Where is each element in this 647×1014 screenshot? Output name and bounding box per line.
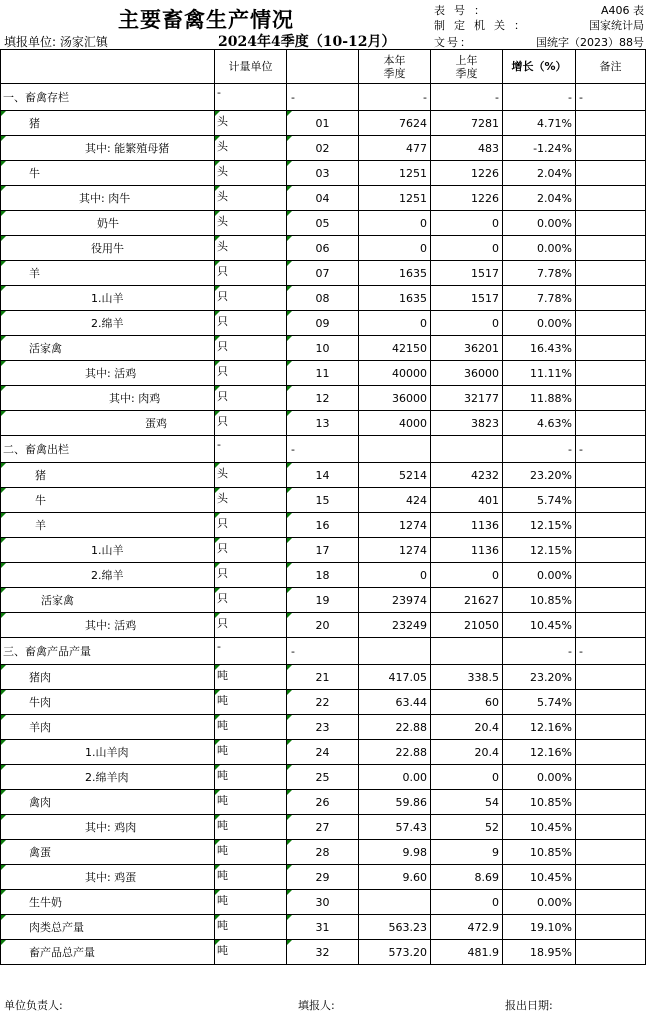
row-previous: 54 [431,790,503,815]
row-code: 32 [287,940,359,965]
row-code: 13 [287,411,359,436]
row-current: 0 [359,236,431,261]
row-name: 生牛奶 [1,890,215,915]
row-growth: 5.74% [503,488,576,513]
row-name: 二、畜禽出栏 [1,436,215,463]
row-name: 蛋鸡 [1,411,215,436]
row-name: 羊 [1,513,215,538]
row-previous: 0 [431,311,503,336]
row-previous: 481.9 [431,940,503,965]
row-growth: - [503,638,576,665]
row-unit: 吨 [215,715,287,740]
row-name: 1.山羊肉 [1,740,215,765]
row-current: 1274 [359,513,431,538]
row-unit: 吨 [215,865,287,890]
col-header-current: 本年 季度 [359,50,431,84]
row-unit: 吨 [215,940,287,965]
row-current: 0.00 [359,765,431,790]
row-current: 22.88 [359,740,431,765]
row-current: 1251 [359,161,431,186]
row-growth: 4.63% [503,411,576,436]
row-note [576,890,646,915]
meta-issuing-authority: 制定机关： 国家统计局 [434,19,644,32]
table-row [1,361,646,386]
row-note [576,865,646,890]
row-note [576,915,646,940]
row-note [576,411,646,436]
row-code: 21 [287,665,359,690]
table-row [1,286,646,311]
row-previous: 0 [431,236,503,261]
table-row [1,815,646,840]
row-current: 42150 [359,336,431,361]
row-previous: 20.4 [431,740,503,765]
row-previous: 7281 [431,111,503,136]
row-current: - [359,84,431,111]
row-growth: 0.00% [503,211,576,236]
row-unit: 只 [215,311,287,336]
table-row [1,386,646,411]
table-row [1,740,646,765]
row-growth: 0.00% [503,765,576,790]
row-code: 17 [287,538,359,563]
row-name: 2.绵羊肉 [1,765,215,790]
row-growth: 23.20% [503,665,576,690]
row-unit: - [215,84,287,111]
row-name: 牛 [1,161,215,186]
row-unit: 头 [215,136,287,161]
row-previous: 0 [431,765,503,790]
row-growth: 7.78% [503,286,576,311]
row-growth: 0.00% [503,890,576,915]
row-current: 1635 [359,261,431,286]
table-row [1,715,646,740]
row-note [576,111,646,136]
table-header-row [1,50,646,84]
row-unit: 头 [215,186,287,211]
row-code: - [287,436,359,463]
row-name: 牛肉 [1,690,215,715]
row-current: 36000 [359,386,431,411]
row-current [359,890,431,915]
row-current: 424 [359,488,431,513]
table-row [1,236,646,261]
row-code: 20 [287,613,359,638]
row-unit: 头 [215,236,287,261]
row-unit: - [215,436,287,463]
row-unit: 头 [215,161,287,186]
row-note [576,790,646,815]
row-unit: 只 [215,588,287,613]
row-growth: 10.45% [503,865,576,890]
row-previous: 21050 [431,613,503,638]
row-name: 2.绵羊 [1,563,215,588]
row-unit: 只 [215,386,287,411]
row-code: 27 [287,815,359,840]
row-previous: 0 [431,211,503,236]
table-row [1,563,646,588]
meta-document-number: 文号： 国统字（2023）88号 [434,36,644,49]
row-note [576,940,646,965]
row-note [576,538,646,563]
row-current: 477 [359,136,431,161]
row-note [576,740,646,765]
row-name: 2.绵羊 [1,311,215,336]
row-growth: 10.85% [503,840,576,865]
row-growth: 10.85% [503,588,576,613]
row-note [576,715,646,740]
row-code: 11 [287,361,359,386]
row-code: 04 [287,186,359,211]
row-unit: 只 [215,538,287,563]
row-code: 12 [287,386,359,411]
row-growth: 12.16% [503,715,576,740]
row-previous: 8.69 [431,865,503,890]
row-unit: 头 [215,463,287,488]
row-current: 63.44 [359,690,431,715]
table-row [1,186,646,211]
row-note [576,136,646,161]
livestock-table [0,49,646,965]
footer-date: 报出日期: [505,999,553,1012]
table-row [1,136,646,161]
row-name: 其中: 活鸡 [1,613,215,638]
row-unit: 头 [215,211,287,236]
row-name: 奶牛 [1,211,215,236]
row-previous: 1517 [431,261,503,286]
row-code: 31 [287,915,359,940]
row-unit: 吨 [215,790,287,815]
row-current: 573.20 [359,940,431,965]
table-row [1,690,646,715]
row-code: 18 [287,563,359,588]
row-name: 其中: 能繁殖母猪 [1,136,215,161]
table-row [1,463,646,488]
row-code: 22 [287,690,359,715]
row-unit: - [215,638,287,665]
meta-form-number: 表号： A406 表 [434,4,644,17]
row-note [576,361,646,386]
row-unit: 只 [215,563,287,588]
row-code: 25 [287,765,359,790]
table-body [1,84,646,965]
table-row [1,765,646,790]
table-row [1,161,646,186]
col-header-note: 备注 [576,50,646,84]
row-current: 0 [359,211,431,236]
table-row [1,513,646,538]
row-note: - [576,436,646,463]
table-row [1,613,646,638]
row-unit: 吨 [215,665,287,690]
row-name: 羊肉 [1,715,215,740]
row-current: 59.86 [359,790,431,815]
row-unit: 只 [215,336,287,361]
table-row [1,538,646,563]
row-name: 畜产品总产量 [1,940,215,965]
row-code: 01 [287,111,359,136]
row-code: 28 [287,840,359,865]
row-growth: 0.00% [503,236,576,261]
row-note: - [576,638,646,665]
row-note [576,588,646,613]
row-current: 9.98 [359,840,431,865]
row-note [576,311,646,336]
row-code: 24 [287,740,359,765]
row-note [576,236,646,261]
table-row [1,311,646,336]
row-growth: 12.15% [503,513,576,538]
row-growth: 4.71% [503,111,576,136]
row-previous: 1226 [431,186,503,211]
row-growth: - [503,84,576,111]
reporting-unit: 填报单位: 汤家汇镇 [4,35,108,49]
row-current: 23974 [359,588,431,613]
row-previous: 36201 [431,336,503,361]
row-previous: 3823 [431,411,503,436]
row-code: 14 [287,463,359,488]
row-name: 其中: 肉牛 [1,186,215,211]
row-current: 417.05 [359,665,431,690]
table-row [1,488,646,513]
row-previous: 32177 [431,386,503,411]
row-unit: 吨 [215,815,287,840]
row-note [576,161,646,186]
row-growth: 0.00% [503,311,576,336]
row-growth: -1.24% [503,136,576,161]
row-previous: 338.5 [431,665,503,690]
row-note [576,211,646,236]
table-row [1,411,646,436]
row-growth: 12.15% [503,538,576,563]
row-note [576,463,646,488]
row-name: 猪肉 [1,665,215,690]
table-row [1,111,646,136]
col-header-code [287,50,359,84]
row-current: 4000 [359,411,431,436]
row-previous: 20.4 [431,715,503,740]
row-code: 26 [287,790,359,815]
row-note [576,815,646,840]
row-code: 02 [287,136,359,161]
row-note [576,563,646,588]
row-name: 活家禽 [1,336,215,361]
row-growth: 19.10% [503,915,576,940]
footer-filler: 填报人: [298,999,335,1012]
row-unit: 只 [215,411,287,436]
row-current: 5214 [359,463,431,488]
row-growth: 5.74% [503,690,576,715]
row-name: 肉类总产量 [1,915,215,940]
row-growth: 10.45% [503,613,576,638]
row-name: 禽肉 [1,790,215,815]
row-note [576,488,646,513]
row-name: 羊 [1,261,215,286]
row-previous: 472.9 [431,915,503,940]
row-unit: 只 [215,513,287,538]
row-code: 23 [287,715,359,740]
row-note [576,840,646,865]
footer-unit-head: 单位负责人: [4,999,63,1012]
report-period: 2024年4季度（10-12月） [218,34,396,50]
row-unit: 只 [215,261,287,286]
row-code: 10 [287,336,359,361]
table-row [1,638,646,665]
row-previous: 1226 [431,161,503,186]
row-growth: 11.11% [503,361,576,386]
row-note: - [576,84,646,111]
row-current: 23249 [359,613,431,638]
row-name: 1.山羊 [1,286,215,311]
row-name: 猪 [1,463,215,488]
row-note [576,513,646,538]
row-growth: 12.16% [503,740,576,765]
row-unit: 头 [215,111,287,136]
row-current [359,436,431,463]
row-name: 其中: 鸡肉 [1,815,215,840]
row-growth: - [503,436,576,463]
table-row [1,890,646,915]
row-growth: 0.00% [503,563,576,588]
row-code: 15 [287,488,359,513]
row-unit: 头 [215,488,287,513]
row-unit: 吨 [215,840,287,865]
row-current: 1274 [359,538,431,563]
row-note [576,613,646,638]
row-name: 一、畜禽存栏 [1,84,215,111]
row-name: 其中: 鸡蛋 [1,865,215,890]
table-row [1,436,646,463]
col-header-unit: 计量单位 [215,50,287,84]
row-code: 05 [287,211,359,236]
row-current: 0 [359,563,431,588]
table-row [1,336,646,361]
row-unit: 只 [215,286,287,311]
row-growth: 10.45% [503,815,576,840]
row-current: 40000 [359,361,431,386]
col-header-name [1,50,215,84]
row-name: 牛 [1,488,215,513]
row-note [576,186,646,211]
row-name: 禽蛋 [1,840,215,865]
row-growth: 7.78% [503,261,576,286]
row-unit: 吨 [215,690,287,715]
row-current: 9.60 [359,865,431,890]
row-previous [431,638,503,665]
row-code: - [287,84,359,111]
row-code: 06 [287,236,359,261]
table-row [1,665,646,690]
row-current: 1251 [359,186,431,211]
row-current: 0 [359,311,431,336]
row-previous: 483 [431,136,503,161]
row-previous: 0 [431,890,503,915]
row-code: 19 [287,588,359,613]
row-code: 03 [287,161,359,186]
row-note [576,765,646,790]
row-code: 29 [287,865,359,890]
row-name: 其中: 活鸡 [1,361,215,386]
row-note [576,286,646,311]
row-code: 16 [287,513,359,538]
row-growth: 18.95% [503,940,576,965]
row-name: 猪 [1,111,215,136]
row-code: 07 [287,261,359,286]
row-code: - [287,638,359,665]
col-header-previous: 上年 季度 [431,50,503,84]
table-row [1,790,646,815]
row-current [359,638,431,665]
row-code: 09 [287,311,359,336]
table-row [1,940,646,965]
row-current: 22.88 [359,715,431,740]
row-previous: 21627 [431,588,503,613]
row-current: 57.43 [359,815,431,840]
row-unit: 吨 [215,740,287,765]
row-name: 三、畜禽产品产量 [1,638,215,665]
row-unit: 吨 [215,915,287,940]
row-previous: 60 [431,690,503,715]
row-name: 活家禽 [1,588,215,613]
row-code: 30 [287,890,359,915]
row-growth: 2.04% [503,161,576,186]
row-previous: 0 [431,563,503,588]
row-unit: 只 [215,361,287,386]
table-row [1,915,646,940]
table-row [1,211,646,236]
row-unit: 只 [215,613,287,638]
row-previous: 1517 [431,286,503,311]
table-row [1,840,646,865]
row-previous: 1136 [431,513,503,538]
row-name: 1.山羊 [1,538,215,563]
row-previous: 4232 [431,463,503,488]
col-header-growth: 增长（%） [503,50,576,84]
table-row [1,865,646,890]
row-growth: 23.20% [503,463,576,488]
row-current: 563.23 [359,915,431,940]
row-previous: - [431,84,503,111]
row-previous [431,436,503,463]
row-note [576,386,646,411]
row-growth: 10.85% [503,790,576,815]
row-growth: 16.43% [503,336,576,361]
row-note [576,690,646,715]
row-note [576,336,646,361]
row-note [576,261,646,286]
row-current: 1635 [359,286,431,311]
table-row [1,588,646,613]
table-row [1,261,646,286]
table-row [1,84,646,111]
page-title: 主要畜禽生产情况 [118,8,294,32]
row-previous: 401 [431,488,503,513]
row-growth: 2.04% [503,186,576,211]
row-previous: 9 [431,840,503,865]
row-name: 其中: 肉鸡 [1,386,215,411]
row-previous: 52 [431,815,503,840]
row-previous: 1136 [431,538,503,563]
row-code: 08 [287,286,359,311]
row-note [576,665,646,690]
row-previous: 36000 [431,361,503,386]
row-growth: 11.88% [503,386,576,411]
row-name: 役用牛 [1,236,215,261]
row-unit: 吨 [215,765,287,790]
row-unit: 吨 [215,890,287,915]
row-current: 7624 [359,111,431,136]
